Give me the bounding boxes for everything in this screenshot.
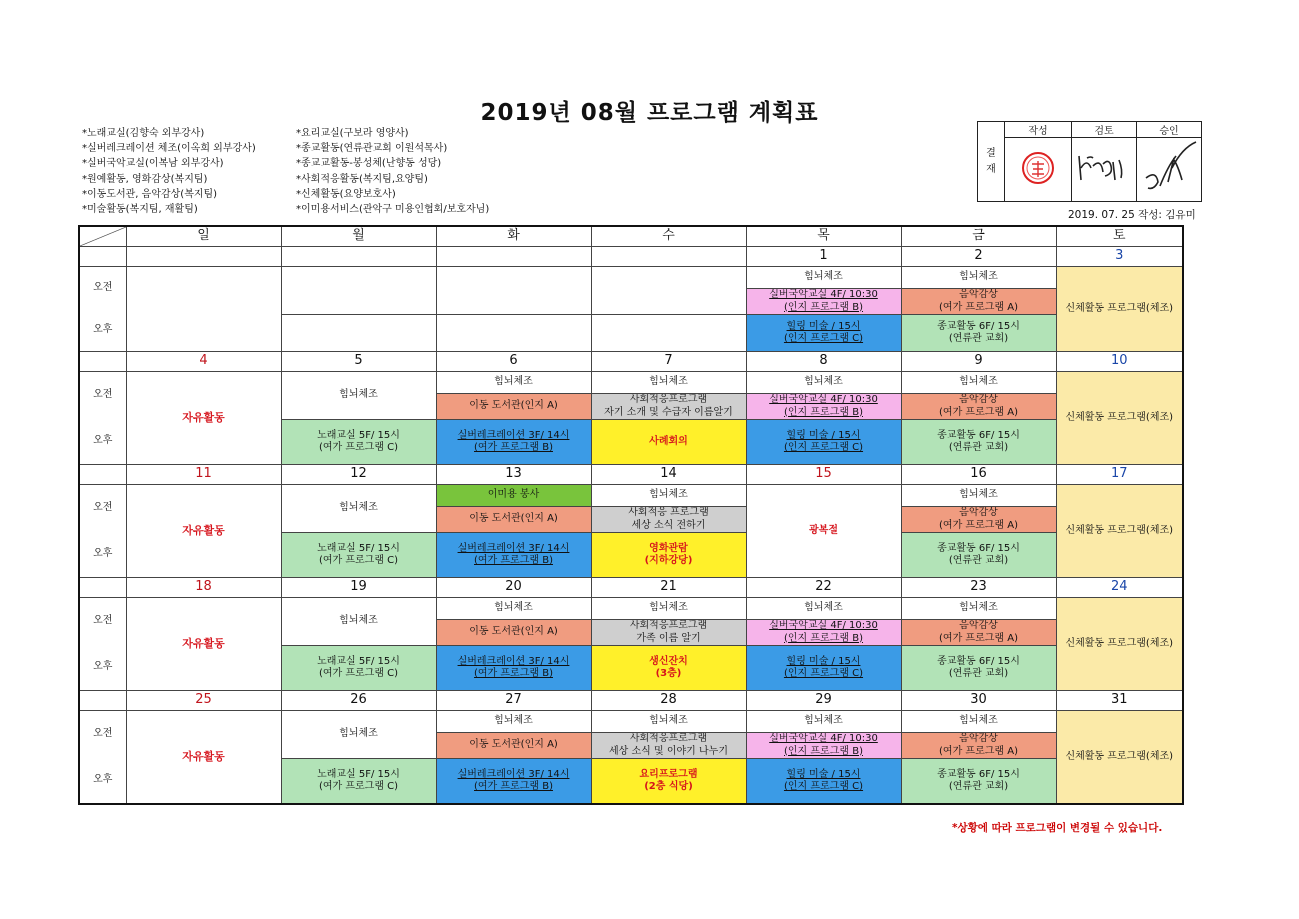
event-line: 음악감상	[959, 507, 998, 518]
event-cell: 자유활동	[126, 485, 281, 578]
event-line: 세상 소식 및 이야기 나누기	[609, 745, 728, 757]
event-cell	[746, 394, 901, 420]
empty-cell	[436, 315, 591, 352]
event-cell	[901, 646, 1056, 691]
event-line: 종교활동 6F/ 15시	[937, 542, 1020, 554]
date-cell	[126, 247, 281, 267]
period-cell	[79, 711, 126, 805]
empty-cell	[126, 267, 281, 352]
date-cell: 25	[126, 691, 281, 711]
date-row	[79, 578, 1183, 598]
date-cell: 19	[281, 578, 436, 598]
event-cell: 힘뇌체조	[436, 372, 591, 394]
event-cell: 힘뇌체조	[436, 598, 591, 620]
date-cell: 15	[746, 465, 901, 485]
period-am: 오전	[93, 502, 113, 513]
date-cell	[281, 247, 436, 267]
event-line: (인지 프로그램 C)	[783, 781, 864, 792]
event-line: 음악감상	[959, 733, 998, 744]
signature-mark	[1138, 138, 1200, 198]
event-line: (인지 프로그램 B)	[784, 632, 863, 644]
event-cell	[901, 759, 1056, 805]
event-line: 힐링 미술 / 15시	[786, 320, 861, 332]
footnote: *상황에 따라 프로그램이 변경될 수 있습니다.	[952, 822, 1163, 834]
event-line: 사회적응 프로그램	[628, 507, 709, 518]
note-line: *이동도서관, 음악감상(복지팀)	[82, 188, 218, 200]
event-line: (연류관 교회)	[948, 668, 1009, 679]
event-cell: 이미용 봉사	[436, 485, 591, 507]
date-cell: 20	[436, 578, 591, 598]
event-line: 가족 이름 알기	[636, 632, 701, 644]
period-cell	[79, 598, 126, 691]
note-line: *원예활동, 영화감상(복지팀)	[82, 173, 208, 185]
event-cell	[281, 533, 436, 578]
note-line: *사회적응활동(복지팀,요양팀)	[296, 173, 428, 185]
event-line: (연류관 교회)	[948, 442, 1009, 453]
event-cell: 신체활동 프로그램(체조)	[1056, 711, 1183, 805]
date-cell: 10	[1056, 352, 1183, 372]
event-line: (인지 프로그램 B)	[784, 406, 863, 418]
weekday-wed: 수	[591, 226, 746, 247]
event-line: 영화관람	[649, 542, 688, 554]
event-cell	[901, 733, 1056, 759]
event-cell	[746, 289, 901, 315]
date-cell: 7	[591, 352, 746, 372]
period-am: 오전	[93, 389, 113, 400]
event-line: 노래교실 5F/ 15시	[317, 768, 400, 780]
date-cell: 24	[1056, 578, 1183, 598]
empty-cell	[281, 315, 436, 352]
event-cell: 힘뇌체조	[901, 711, 1056, 733]
date-cell: 30	[901, 691, 1056, 711]
event-cell: 힘뇌체조	[746, 598, 901, 620]
period-spacer	[79, 691, 126, 711]
writer-line: 2019. 07. 25 작성: 김유미	[1068, 209, 1196, 221]
event-cell	[901, 507, 1056, 533]
note-line: *실버레크레이션 체조(이옥희 외부강사)	[82, 143, 256, 155]
event-line: (여가 프로그램 A)	[939, 745, 1018, 757]
period-cell	[79, 485, 126, 578]
note-line: *노래교실(김향숙 외부강사)	[82, 128, 205, 139]
event-cell: 자유활동	[126, 598, 281, 691]
event-line: 세상 소식 전하기	[631, 519, 706, 531]
event-cell	[436, 420, 591, 465]
period-spacer	[79, 247, 126, 267]
event-line: 종교활동 6F/ 15시	[937, 429, 1020, 441]
event-line: (여가 프로그램 A)	[939, 406, 1018, 418]
calendar-table	[78, 225, 1184, 805]
event-line: (여가 프로그램 B)	[474, 555, 553, 566]
event-cell	[901, 289, 1056, 315]
period-cell	[79, 267, 126, 352]
period-spacer	[79, 578, 126, 598]
event-line: 실버국악교실 4F/ 10:30	[769, 620, 878, 631]
weekday-tue: 화	[436, 226, 591, 247]
event-line: (2층 식당)	[644, 781, 693, 792]
date-cell: 28	[591, 691, 746, 711]
event-line: (여가 프로그램 B)	[474, 668, 553, 679]
event-cell: 신체활동 프로그램(체조)	[1056, 485, 1183, 578]
date-cell: 26	[281, 691, 436, 711]
event-line: 실버레크레이션 3F/ 14시	[457, 429, 570, 441]
event-cell: 힘뇌체조	[591, 711, 746, 733]
event-cell	[591, 646, 746, 691]
event-cell	[591, 533, 746, 578]
event-cell: 힘뇌체조	[281, 485, 436, 533]
event-line: (여가 프로그램 C)	[318, 442, 399, 453]
date-cell: 14	[591, 465, 746, 485]
date-row	[79, 465, 1183, 485]
event-cell: 신체활동 프로그램(체조)	[1056, 372, 1183, 465]
event-cell: 힘뇌체조	[746, 711, 901, 733]
weekday-mon: 월	[281, 226, 436, 247]
weekday-sun: 일	[126, 226, 281, 247]
event-cell	[746, 759, 901, 805]
date-row	[79, 247, 1183, 267]
event-cell	[591, 733, 746, 759]
event-line: (여가 프로그램 C)	[318, 668, 399, 679]
event-line: 힐링 미술 / 15시	[786, 768, 861, 780]
period-pm: 오후	[93, 774, 113, 785]
event-cell	[281, 646, 436, 691]
date-cell: 13	[436, 465, 591, 485]
note-line: *신체활동(요양보호사)	[296, 188, 396, 200]
event-line: 사회적응프로그램	[629, 620, 708, 631]
approval-side-label	[978, 122, 1005, 202]
date-cell: 3	[1056, 247, 1183, 267]
period-spacer	[79, 465, 126, 485]
event-line: 실버레크레이션 3F/ 14시	[457, 655, 570, 667]
event-cell	[901, 620, 1056, 646]
date-cell: 4	[126, 352, 281, 372]
approval-side-label-2: 재	[986, 163, 996, 175]
event-cell: 힘뇌체조	[901, 267, 1056, 289]
date-cell	[591, 247, 746, 267]
event-line: (인지 프로그램 C)	[783, 668, 864, 679]
event-cell: 힘뇌체조	[901, 485, 1056, 507]
event-line: 사회적응프로그램	[629, 394, 708, 405]
signature-mark	[1073, 146, 1135, 190]
event-cell	[591, 394, 746, 420]
event-line: 종교활동 6F/ 15시	[937, 655, 1020, 667]
approval-signature-approve	[1137, 138, 1202, 202]
approval-header-approve: 승인	[1137, 122, 1202, 138]
approval-header-review: 검토	[1072, 122, 1137, 138]
date-cell: 22	[746, 578, 901, 598]
event-cell	[591, 507, 746, 533]
event-line: 사회적응프로그램	[629, 733, 708, 744]
event-cell	[591, 620, 746, 646]
date-cell: 27	[436, 691, 591, 711]
period-am: 오전	[93, 728, 113, 739]
note-line: *종교활동(연류관교회 이원석목사)	[296, 143, 448, 155]
date-cell: 2	[901, 247, 1056, 267]
event-line: 노래교실 5F/ 15시	[317, 429, 400, 441]
event-line: (연류관 교회)	[948, 333, 1009, 344]
event-line: 종교활동 6F/ 15시	[937, 320, 1020, 332]
event-line: 자기 소개 및 수급자 이름알기	[604, 406, 733, 418]
event-line: (여가 프로그램 A)	[939, 632, 1018, 644]
event-line: (여가 프로그램 A)	[939, 519, 1018, 531]
event-line: 노래교실 5F/ 15시	[317, 542, 400, 554]
event-cell: 힘뇌체조	[746, 372, 901, 394]
event-cell	[746, 420, 901, 465]
event-line: 생신잔치	[649, 655, 688, 667]
event-line: (여가 프로그램 C)	[318, 555, 399, 566]
note-line: *미술활동(복지팀, 재활팀)	[82, 204, 198, 216]
event-cell	[436, 759, 591, 805]
empty-cell	[436, 267, 591, 315]
notes-left	[82, 126, 256, 217]
notes-right	[296, 126, 489, 217]
event-line: (연류관 교회)	[948, 555, 1009, 566]
note-line: *요리교실(구보라 영양사)	[296, 128, 409, 139]
period-pm: 오후	[93, 548, 113, 559]
event-line: 종교활동 6F/ 15시	[937, 768, 1020, 780]
event-cell	[436, 533, 591, 578]
event-cell: 힘뇌체조	[436, 711, 591, 733]
event-line: 실버국악교실 4F/ 10:30	[769, 394, 878, 405]
event-line: (여가 프로그램 B)	[474, 442, 553, 453]
date-cell: 6	[436, 352, 591, 372]
red-seal-stamp	[1018, 148, 1058, 188]
empty-cell	[591, 315, 746, 352]
date-cell: 21	[591, 578, 746, 598]
event-cell: 힘뇌체조	[281, 372, 436, 420]
date-cell: 16	[901, 465, 1056, 485]
event-cell: 힘뇌체조	[746, 267, 901, 289]
event-cell	[281, 759, 436, 805]
corner-cell	[79, 226, 126, 247]
page-title: 2019년 08월 프로그램 계획표	[480, 100, 819, 126]
period-pm: 오후	[93, 435, 113, 446]
empty-cell	[281, 267, 436, 315]
approval-stamp-cell	[1005, 138, 1072, 202]
event-line: (인지 프로그램 C)	[783, 442, 864, 453]
event-line: 실버국악교실 4F/ 10:30	[769, 733, 878, 744]
event-cell: 이동 도서관(인지 A)	[436, 507, 591, 533]
event-cell: 힘뇌체조	[281, 598, 436, 646]
event-cell: 자유활동	[126, 372, 281, 465]
date-cell: 11	[126, 465, 281, 485]
period-am: 오전	[93, 615, 113, 626]
event-line: 힐링 미술 / 15시	[786, 429, 861, 441]
period-pm: 오후	[93, 661, 113, 672]
date-cell: 12	[281, 465, 436, 485]
event-line: (여가 프로그램 B)	[474, 781, 553, 792]
event-line: (인지 프로그램 C)	[783, 333, 864, 344]
event-cell: 힘뇌체조	[591, 372, 746, 394]
event-cell	[746, 620, 901, 646]
event-cell	[746, 646, 901, 691]
event-line: 음악감상	[959, 620, 998, 631]
period-spacer	[79, 352, 126, 372]
event-cell: 힘뇌체조	[591, 485, 746, 507]
event-line: 음악감상	[959, 289, 998, 300]
event-cell: 자유활동	[126, 711, 281, 805]
event-line: (여가 프로그램 C)	[318, 781, 399, 792]
event-line: 요리프로그램	[639, 768, 698, 780]
event-cell	[901, 394, 1056, 420]
approval-box	[977, 121, 1202, 202]
event-cell	[281, 420, 436, 465]
date-cell: 9	[901, 352, 1056, 372]
event-cell: 이동 도서관(인지 A)	[436, 620, 591, 646]
weekday-sat: 토	[1056, 226, 1183, 247]
period-cell	[79, 372, 126, 465]
weekday-fri: 금	[901, 226, 1056, 247]
event-line: (여가 프로그램 A)	[939, 301, 1018, 313]
note-line: *종교교활동-봉성체(난향동 성당)	[296, 158, 442, 170]
date-cell: 8	[746, 352, 901, 372]
event-line: (인지 프로그램 B)	[784, 301, 863, 313]
date-cell: 18	[126, 578, 281, 598]
event-line: 음악감상	[959, 394, 998, 405]
date-cell: 1	[746, 247, 901, 267]
date-cell	[436, 247, 591, 267]
event-line: (3층)	[655, 668, 682, 679]
event-cell: 힘뇌체조	[901, 598, 1056, 620]
date-cell: 5	[281, 352, 436, 372]
approval-signature-review	[1072, 138, 1137, 202]
event-cell: 힘뇌체조	[281, 711, 436, 759]
event-line: 힐링 미술 / 15시	[786, 655, 861, 667]
event-cell	[591, 759, 746, 805]
event-line: (연류관 교회)	[948, 781, 1009, 792]
event-line: 실버국악교실 4F/ 10:30	[769, 289, 878, 300]
date-cell: 17	[1056, 465, 1183, 485]
period-pm: 오후	[93, 324, 113, 335]
date-row	[79, 691, 1183, 711]
note-line: *실버국악교실(이복남 외부강사)	[82, 158, 224, 170]
period-am: 오전	[93, 282, 113, 293]
date-cell: 23	[901, 578, 1056, 598]
note-line: *이미용서비스(관악구 미용인협회/보호자님)	[296, 204, 490, 216]
event-cell: 신체활동 프로그램(체조)	[1056, 267, 1183, 352]
weekday-header-row	[79, 226, 1183, 247]
event-line: (지하강당)	[644, 555, 693, 566]
event-cell	[901, 533, 1056, 578]
empty-cell	[591, 267, 746, 315]
event-cell	[436, 646, 591, 691]
date-row	[79, 352, 1183, 372]
event-cell: 이동 도서관(인지 A)	[436, 394, 591, 420]
approval-side-label-1: 결	[986, 147, 996, 159]
event-line: 실버레크레이션 3F/ 14시	[457, 768, 570, 780]
date-cell: 31	[1056, 691, 1183, 711]
event-cell: 이동 도서관(인지 A)	[436, 733, 591, 759]
event-cell	[901, 315, 1056, 352]
event-cell	[901, 420, 1056, 465]
event-cell: 힘뇌체조	[591, 598, 746, 620]
event-line: 노래교실 5F/ 15시	[317, 655, 400, 667]
event-line: 실버레크레이션 3F/ 14시	[457, 542, 570, 554]
event-cell: 광복절	[746, 485, 901, 578]
approval-header-write: 작성	[1005, 122, 1072, 138]
event-cell: 사례회의	[591, 420, 746, 465]
event-line: (인지 프로그램 B)	[784, 745, 863, 757]
event-cell	[746, 733, 901, 759]
event-cell: 신체활동 프로그램(체조)	[1056, 598, 1183, 691]
weekday-thu: 목	[746, 226, 901, 247]
date-cell: 29	[746, 691, 901, 711]
event-cell: 힘뇌체조	[901, 372, 1056, 394]
event-cell	[746, 315, 901, 352]
